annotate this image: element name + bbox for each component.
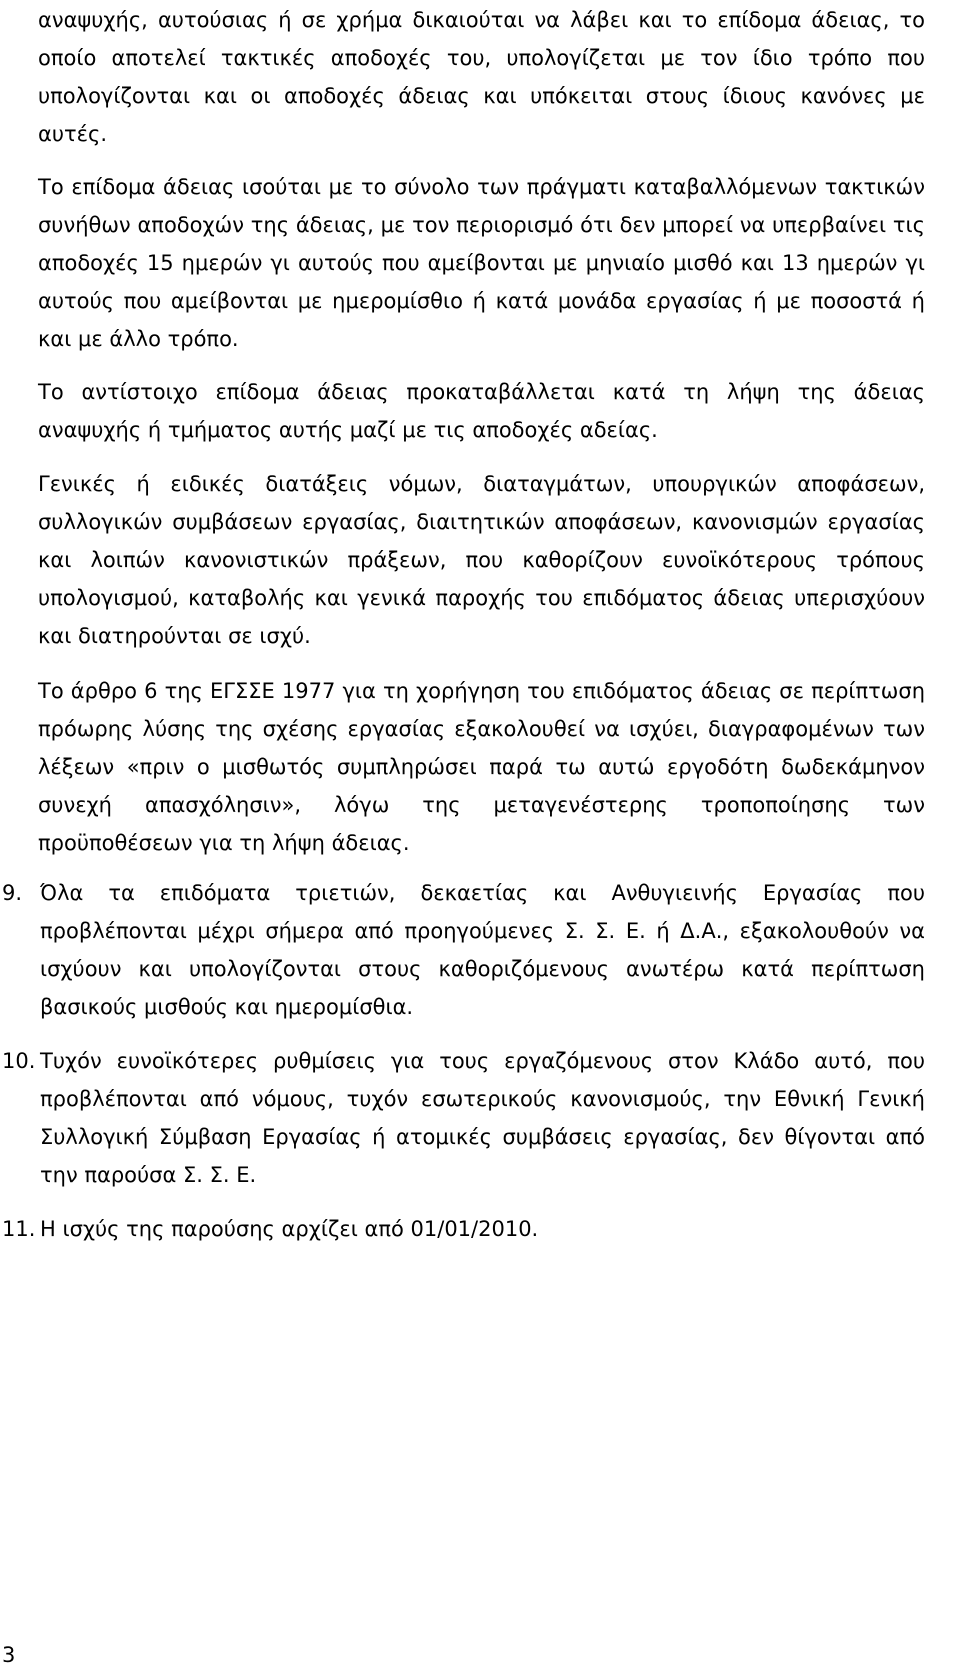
paragraph-leave-allowance-amount: Το επίδομα άδειας ισούται με το σύνολο των πράγματι καταβαλλόμενων τακτικών συνήθων αποδοχών της άδειας, με τον περιορισμό ότι δεν μπορεί να υπερβαίνει τις αποδοχές 15 ημερών γι αυτούς που αμείβονται με μηνιαίο μισθό και 13 ημερών γι αυτούς που αμείβονται με ημερομίσθιο ή κατά μονάδα εργασίας ή με ποσοστά ή και με άλλο τρόπο. xyxy=(38,175,925,351)
paragraph-article-6: Το άρθρο 6 της ΕΓΣΣΕ 1977 για τη χορήγηση του επιδόματος άδειας σε περίπτωση πρόωρης λύσης της σχέσης εργασίας εξακολουθεί να ισχύει, διαγραφομένων των λέξεων «πριν ο μισθωτός συμπληρώσει παρά τω αυτώ εργοδότη δωδεκάμηνον συνεχή απασχόλησιν», λόγω της μεταγενέστερης τροποποίησης των προϋποθέσεων για τη λήψη άδειας. xyxy=(38,679,925,855)
list-item-number: 9. xyxy=(2,881,23,905)
paragraph-leave-allowance-advance: Το αντίστοιχο επίδομα άδειας προκαταβάλλεται κατά τη λήψη της άδειας αναψυχής ή τμήματος αυτής μαζί με τις αποδοχές αδείας. xyxy=(38,380,925,442)
list-item-text: Τυχόν ευνοϊκότερες ρυθμίσεις για τους εργαζόμενους στον Κλάδο αυτό, που προβλέπονται από νόμους, τυχόν εσωτερικούς κανονισμούς, την Εθνική Γενική Συλλογική Σύμβαση Εργασίας ή ατομικές συμβάσεις εργασίας, δεν θίγονται από την παρούσα Σ. Σ. Ε. xyxy=(40,1049,925,1187)
page-number: 3 xyxy=(2,1643,16,1667)
list-item-number: 10. xyxy=(2,1049,36,1073)
paragraph-favourable-provisions: Γενικές ή ειδικές διατάξεις νόμων, διαταγμάτων, υπουργικών αποφάσεων, συλλογικών συμβάσεων εργασίας, διαιτητικών αποφάσεων, κανονισμών εργασίας και λοιπών κανονιστικών πράξεων, που καθορίζουν ευνοϊκότερους τρόπους υπολογισμού, καταβολής και γενικά παροχής του επιδόματος άδειας υπερισχύουν και διατηρούνται σε ισχύ. xyxy=(38,472,925,648)
list-item-text: Όλα τα επιδόματα τριετιών, δεκαετίας και Ανθυγιεινής Εργασίας που προβλέπονται μέχρι σήμερα από προηγούμενες Σ. Σ. Ε. ή Δ.Α., εξακολουθούν να ισχύουν και υπολογίζονται στους καθοριζόμενους ανωτέρω κατά περίπτωση βασικούς μισθούς και ημερομίσθια. xyxy=(40,881,925,1019)
list-item-text: Η ισχύς της παρούσης αρχίζει από 01/01/2010. xyxy=(40,1217,539,1241)
list-item-number: 11. xyxy=(2,1217,36,1241)
paragraph-leave-allowance-intro: αναψυχής, αυτούσιας ή σε χρήμα δικαιούται να λάβει και το επίδομα άδειας, το οποίο αποτελεί τακτικές αποδοχές του, υπολογίζεται με τον ίδιο τρόπο που υπολογίζονται και οι αποδοχές άδειας και υπόκειται στους ίδιους κανόνες με αυτές. xyxy=(38,8,925,146)
